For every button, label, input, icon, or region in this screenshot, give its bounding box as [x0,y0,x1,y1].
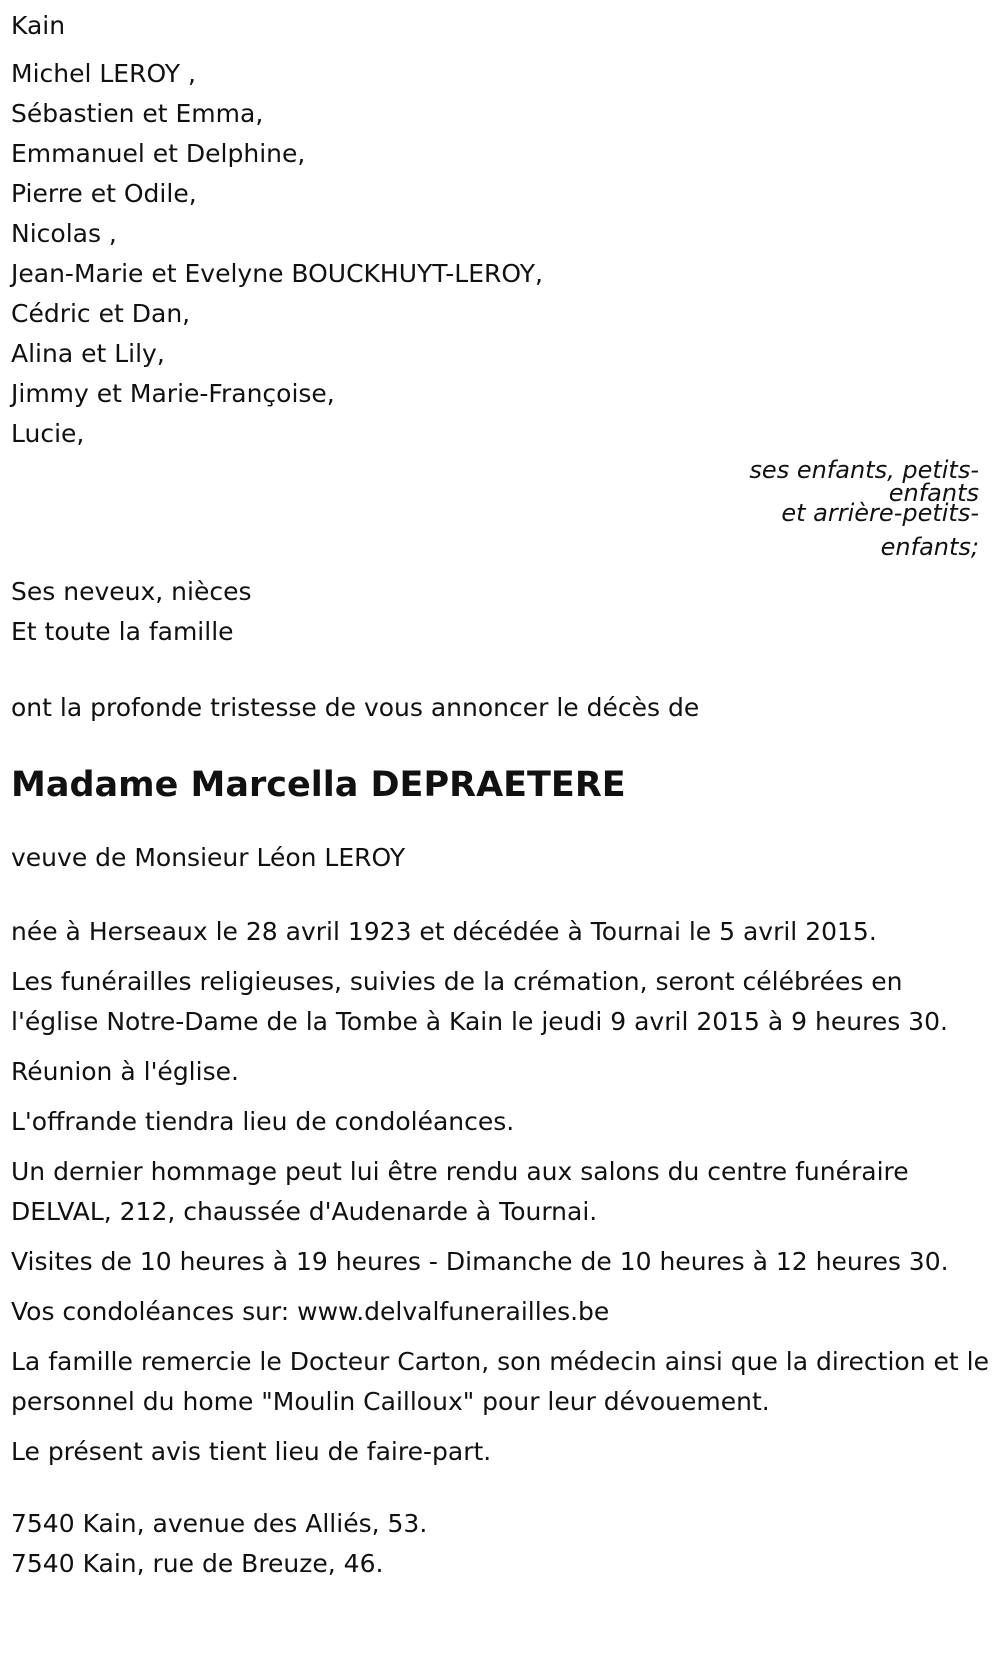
relation-line: ses enfants, petits- [749,456,979,484]
condolences-paragraph: Vos condoléances sur: www.delvalfunerailles.be [11,1297,610,1326]
birth-death-paragraph: née à Herseaux le 28 avril 1923 et décédée à Tournai le 5 avril 2015. [11,917,877,946]
family-member: Nicolas , [11,219,117,248]
family-member: Emmanuel et Delphine, [11,139,306,168]
city-heading: Kain [11,11,66,40]
family-member: Pierre et Odile, [11,179,197,208]
offering-paragraph: L'offrande tiendra lieu de condoléances. [11,1107,515,1136]
announcement-text: ont la profonde tristesse de vous annoncer le décès de [11,693,700,722]
thanks-paragraph: La famille remercie le Docteur Carton, son médecin ainsi que la direction et le personnel du home "Moulin Cailloux" pour leur dévouement. [11,1347,989,1416]
family-member: Michel LEROY , [11,59,196,88]
extended-family-line: Et toute la famille [11,617,234,646]
deceased-name: Madame Marcella DEPRAETERE [11,765,626,805]
family-member: Jean-Marie et Evelyne BOUCKHUYT-LEROY, [11,259,543,288]
family-member: Lucie, [11,419,85,448]
family-member: Alina et Lily, [11,339,165,368]
address-line: 7540 Kain, rue de Breuze, 46. [11,1549,384,1578]
family-member: Sébastien et Emma, [11,99,264,128]
notice-paragraph: Le présent avis tient lieu de faire-part. [11,1437,492,1466]
extended-family-line: Ses neveux, nièces [11,577,252,606]
address-line: 7540 Kain, avenue des Alliés, 53. [11,1509,428,1538]
family-member: Jimmy et Marie-Françoise, [11,379,335,408]
relation-caption [0,454,1000,562]
homage-paragraph: Un dernier hommage peut lui être rendu aux salons du centre funéraire DELVAL, 212, chaussée d'Audenarde à Tournai. [11,1157,909,1226]
relation-line: et arrière-petits- [781,499,979,527]
meeting-paragraph: Réunion à l'église. [11,1057,239,1086]
family-list [11,54,1000,454]
relation-line: enfants [888,479,979,507]
funeral-paragraph: Les funérailles religieuses, suivies de la crémation, seront célébrées en l'église Notre-Dame de la Tombe à Kain le jeudi 9 avril 2015 à 9 heures 30. [11,967,948,1036]
family-member: Cédric et Dan, [11,299,191,328]
widow-of-text: veuve de Monsieur Léon LEROY [11,843,406,872]
relation-line: enfants; [880,533,979,561]
visits-paragraph: Visites de 10 heures à 19 heures - Dimanche de 10 heures à 12 heures 30. [11,1247,949,1276]
